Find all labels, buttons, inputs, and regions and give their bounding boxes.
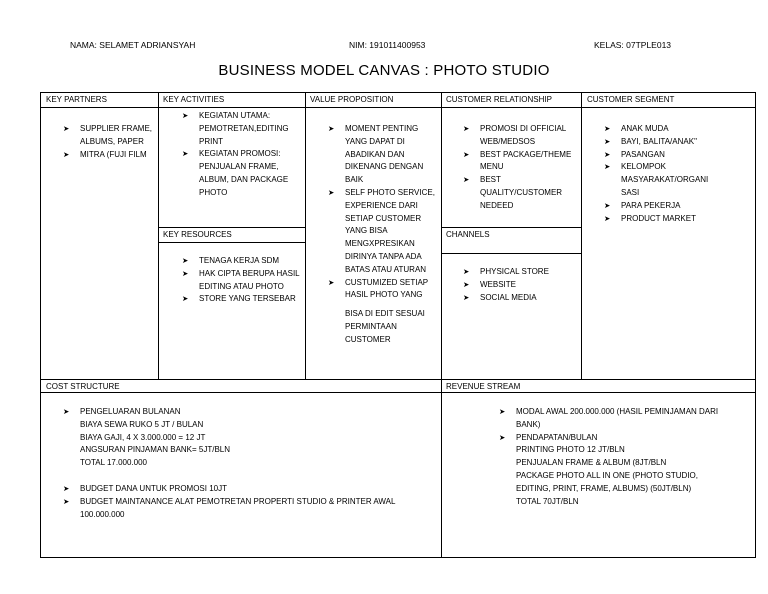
bullet-arrow-icon: ➤ bbox=[63, 149, 70, 159]
list-item: ➤ MODAL AWAL 200.000.000 (HASIL PEMINJAMAN DARI BANK) bbox=[499, 407, 719, 429]
bullet-arrow-icon: ➤ bbox=[604, 213, 611, 223]
bullet-arrow-icon: ➤ bbox=[604, 200, 611, 210]
list-item: ➤ CUSTUMIZED SETIAP HASIL PHOTO YANG bbox=[328, 277, 428, 300]
student-name: NAMA: SELAMET ADRIANSYAH bbox=[70, 40, 196, 50]
bullet-arrow-icon: ➤ bbox=[499, 432, 506, 442]
cost-line: TOTAL 17.000.000 bbox=[80, 458, 148, 468]
bullet-arrow-icon: ➤ bbox=[604, 149, 611, 159]
bullet-arrow-icon: ➤ bbox=[182, 256, 189, 265]
list-item: ➤ BUDGET MAINTANANCE ALAT PEMOTRETAN PROPERTI STUDIO & PRINTER AWAL 100.000.000 bbox=[63, 496, 396, 519]
key-resources-label: KEY RESOURCES bbox=[163, 230, 232, 239]
bullet-arrow-icon: ➤ bbox=[328, 124, 335, 133]
bullet-arrow-icon: ➤ bbox=[463, 149, 470, 159]
list-item: ➤ PARA PEKERJA bbox=[604, 200, 728, 213]
bullet-arrow-icon: ➤ bbox=[328, 277, 335, 287]
bullet-arrow-icon: ➤ bbox=[63, 496, 70, 506]
revenue-line: TOTAL 70JT/BLN bbox=[516, 496, 579, 506]
cost-line: ANGSURAN PINJAMAN BANK= 5JT/BLN bbox=[80, 445, 231, 455]
list-item: ➤ BEST PACKAGE/THEME MENU bbox=[463, 149, 572, 172]
page-title: BUSINESS MODEL CANVAS : PHOTO STUDIO bbox=[218, 62, 550, 79]
list-item: ➤ BUDGET DANA UNTUK PROMOSI 10JT bbox=[63, 483, 438, 496]
bullet-arrow-icon: ➤ bbox=[604, 136, 611, 146]
customer-relationship-content bbox=[463, 123, 579, 213]
revenue-line: PRINTING PHOTO 12 JT/BLN bbox=[516, 445, 625, 455]
list-item: ➤ MOMENT PENTING YANG DAPAT DI ABADIKAN DAN DIKENANG DENGAN BAIK bbox=[328, 124, 424, 185]
bullet-arrow-icon: ➤ bbox=[63, 407, 70, 416]
revenue-stream-content bbox=[499, 406, 729, 508]
list-item: ➤ KELOMPOK MASYARAKAT/ORGANI SASI bbox=[604, 162, 709, 197]
bullet-arrow-icon: ➤ bbox=[604, 124, 611, 133]
list-item: ➤ TENAGA KERJA SDM bbox=[182, 255, 303, 268]
list-item: ➤ KEGIATAN UTAMA: PEMOTRETAN,EDITING PRINT bbox=[182, 111, 289, 146]
student-class: KELAS: 07TPLE013 bbox=[594, 40, 672, 50]
bullet-arrow-icon: ➤ bbox=[463, 175, 470, 185]
bullet-arrow-icon: ➤ bbox=[182, 111, 189, 120]
key-partners-content bbox=[63, 123, 155, 161]
customer-segment-content bbox=[604, 123, 728, 225]
student-nim: NIM: 191011400953 bbox=[349, 40, 426, 50]
list-item: ➤ STORE YANG TERSEBAR bbox=[182, 293, 303, 306]
key-activities-content bbox=[182, 110, 303, 200]
list-item: ➤ ANAK MUDA bbox=[604, 123, 728, 136]
list-item: ➤ BAYI, BALITA/ANAK" bbox=[604, 136, 728, 149]
bullet-arrow-icon: ➤ bbox=[463, 124, 470, 133]
cost-structure-content bbox=[63, 406, 438, 521]
bullet-arrow-icon: ➤ bbox=[499, 407, 506, 416]
list-item: ➤ KEGIATAN PROMOSI: PENJUALAN FRAME, ALBUM, DAN PACKAGE PHOTO bbox=[182, 149, 289, 197]
value-proposition-label: VALUE PROPOSITION bbox=[310, 95, 394, 104]
channels-label: CHANNELS bbox=[446, 230, 490, 239]
key-partners-label: KEY PARTNERS bbox=[46, 95, 107, 104]
cost-structure-label: COST STRUCTURE bbox=[46, 382, 120, 391]
bullet-arrow-icon: ➤ bbox=[463, 292, 470, 302]
key-resources-content bbox=[182, 255, 303, 306]
revenue-line: PENJUALAN FRAME & ALBUM (8JT/BLN bbox=[516, 458, 667, 468]
customer-relationship-label: CUSTOMER RELATIONSHIP bbox=[446, 95, 552, 104]
revenue-line: PACKAGE PHOTO ALL IN ONE (PHOTO STUDIO, EDITING, PRINT, FRAME, ALBUMS) (50JT/BLN) bbox=[516, 470, 698, 493]
list-item: ➤ MITRA (FUJI FILM bbox=[63, 149, 155, 162]
cost-line: BIAYA SEWA RUKO 5 JT / BULAN bbox=[80, 419, 204, 429]
bullet-arrow-icon: ➤ bbox=[463, 279, 470, 289]
list-item: ➤ SOCIAL MEDIA bbox=[463, 292, 579, 305]
list-item: ➤ HAK CIPTA BERUPA HASIL EDITING ATAU PHOTO bbox=[182, 268, 300, 291]
list-item: ➤ SELF PHOTO SERVICE, EXPERIENCE DARI SETIAP CUSTOMER YANG BISA MENGXPRESIKAN DIRINYA TANPA ADA BATAS ATAU ATURAN bbox=[328, 187, 435, 274]
bullet-arrow-icon: ➤ bbox=[63, 483, 70, 493]
cost-line: BIAYA GAJI, 4 X 3.000.000 = 12 JT bbox=[80, 432, 206, 442]
list-item: ➤ WEBSITE bbox=[463, 279, 579, 292]
list-item: ➤ BEST QUALITY/CUSTOMER NEDEED bbox=[463, 175, 563, 210]
list-item: ➤ PRODUCT MARKET bbox=[604, 213, 728, 226]
list-item: ➤ PENDAPATAN/BULAN bbox=[499, 432, 729, 445]
bullet-arrow-icon: ➤ bbox=[463, 267, 470, 276]
bullet-arrow-icon: ➤ bbox=[63, 124, 70, 133]
value-proposition-note: BISA DI EDIT SESUAI PERMINTAAN CUSTOMER bbox=[345, 309, 425, 344]
bullet-arrow-icon: ➤ bbox=[182, 294, 189, 304]
list-item: ➤ SUPPLIER FRAME, ALBUMS, PAPER bbox=[63, 124, 153, 146]
customer-segment-label: CUSTOMER SEGMENT bbox=[587, 95, 675, 104]
list-item: ➤ PASANGAN bbox=[604, 149, 728, 162]
list-item: ➤ PHYSICAL STORE bbox=[463, 266, 579, 279]
value-proposition-content bbox=[328, 123, 439, 347]
bullet-arrow-icon: ➤ bbox=[604, 162, 611, 172]
list-item: ➤ PENGELUARAN BULANAN bbox=[63, 406, 438, 419]
bullet-arrow-icon: ➤ bbox=[328, 187, 335, 197]
channels-content bbox=[463, 266, 579, 304]
revenue-stream-label: REVENUE STREAM bbox=[446, 382, 521, 391]
list-item: ➤ PROMOSI DI OFFICIAL WEB/MEDSOS bbox=[463, 124, 566, 146]
key-activities-label: KEY ACTIVITIES bbox=[163, 95, 225, 104]
bullet-arrow-icon: ➤ bbox=[182, 149, 189, 159]
bullet-arrow-icon: ➤ bbox=[182, 268, 189, 278]
